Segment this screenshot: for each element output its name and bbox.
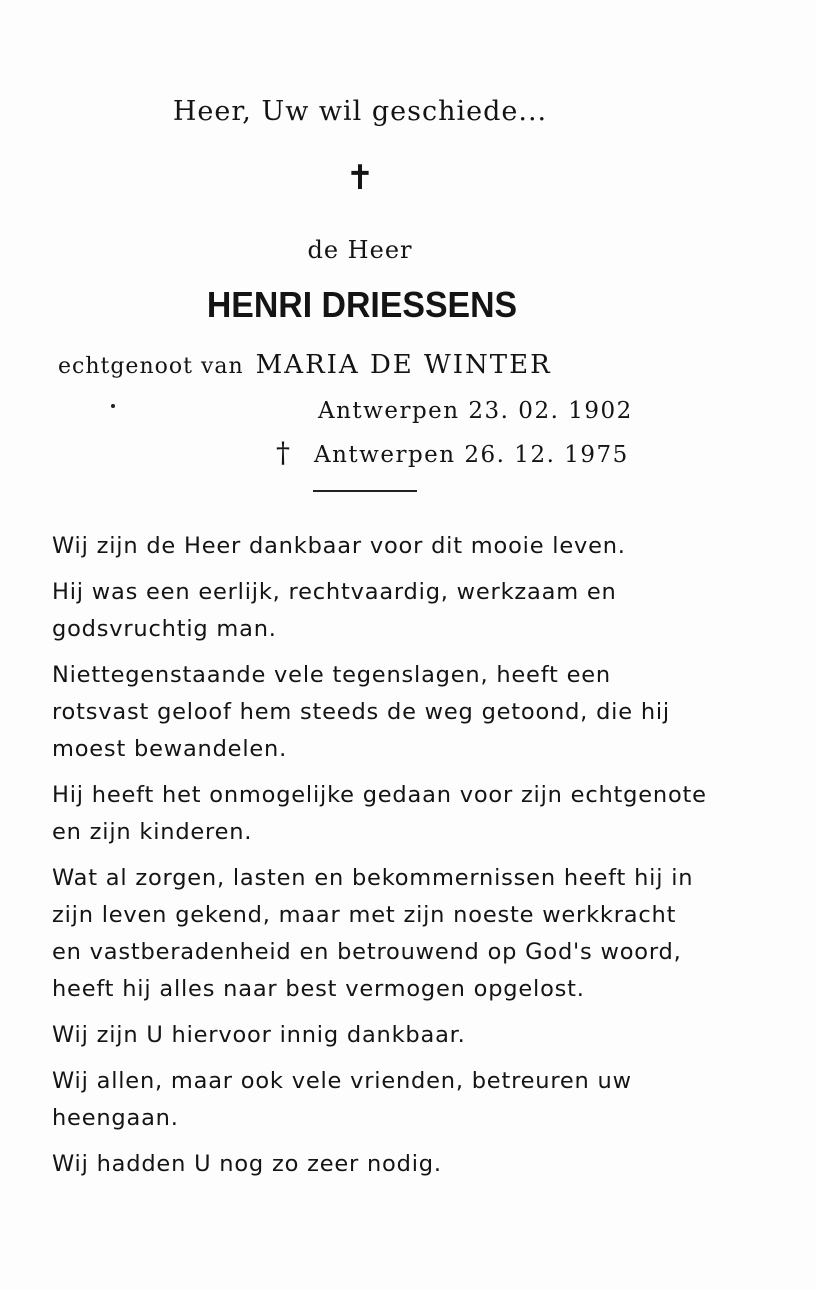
tribute-paragraph: Hij heeft het onmogelijke gedaan voor zijn echtgenote en zijn kinderen. <box>52 782 707 845</box>
divider <box>313 490 417 492</box>
tribute-paragraph: Wij zijn de Heer dankbaar voor dit mooie leven. <box>52 533 626 559</box>
tribute-paragraph: Wij allen, maar ook vele vrienden, betreuren uw heengaan. <box>52 1068 632 1131</box>
speck-mark <box>111 404 115 408</box>
spouse-line <box>58 350 552 380</box>
tribute-paragraph: Wij hadden U nog zo zeer nodig. <box>52 1151 442 1177</box>
cross-icon: ✝ <box>345 158 375 198</box>
motto-line: Heer, Uw wil geschiede... <box>172 96 548 127</box>
spouse-name: MARIA DE WINTER <box>255 350 552 380</box>
deceased-name: HENRI DRIESSENS <box>206 284 518 325</box>
death-line <box>276 436 629 469</box>
tribute-paragraph: Niettegenstaande vele tegenslagen, heeft een rotsvast geloof hem steeds de weg getoond, die hij moest bewandelen. <box>52 662 670 762</box>
dagger-icon: † <box>276 436 292 469</box>
death-date: Antwerpen 26. 12. 1975 <box>314 442 629 468</box>
tribute-paragraph: Hij was een eerlijk, rechtvaardig, werkzaam en godsvruchtig man. <box>52 579 617 642</box>
spouse-prefix: echtgenoot van <box>58 354 244 379</box>
tribute-paragraph: Wat al zorgen, lasten en bekommernissen heeft hij in zijn leven gekend, maar met zijn noeste werkkracht en vastberadenheid en betrouwend op God's woord, heeft hij alles naar best vermogen opgelost. <box>52 865 694 1002</box>
honorific-title: de Heer <box>307 236 413 264</box>
tribute-text <box>52 528 712 1192</box>
birth-line: Antwerpen 23. 02. 1902 <box>318 398 633 424</box>
tribute-paragraph: Wij zijn U hiervoor innig dankbaar. <box>52 1022 466 1048</box>
